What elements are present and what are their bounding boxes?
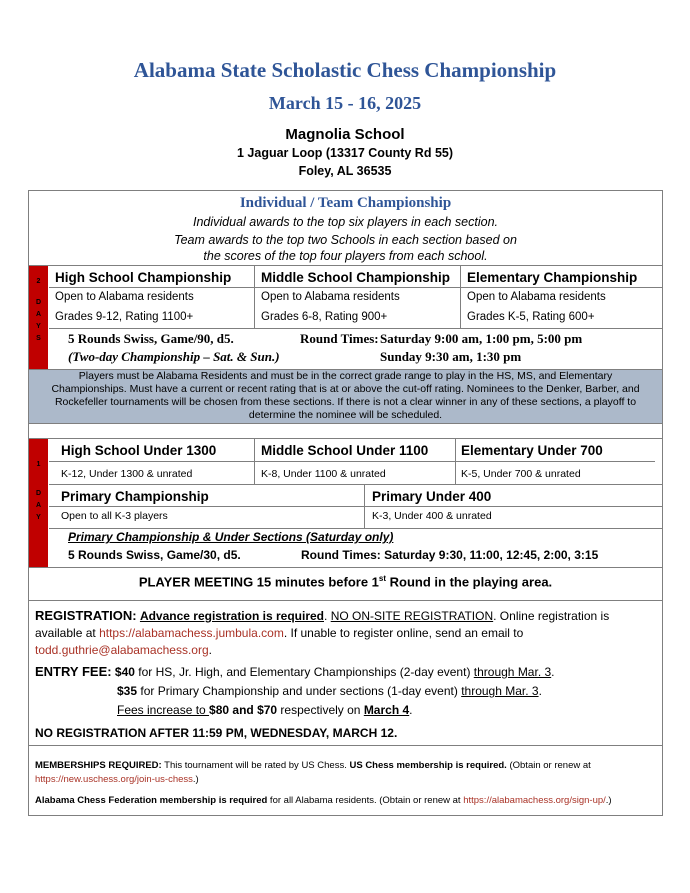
section-hs-championship: High School Championship [55, 270, 232, 285]
page-title: Alabama State Scholastic Chess Championship [133, 58, 557, 82]
registration-deadline: NO REGISTRATION AFTER 11:59 PM, WEDNESDAY, MARCH 12. [35, 726, 398, 740]
venue-address-line2: Foley, AL 36535 [298, 164, 392, 178]
primary-u400-detail: K-3, Under 400 & unrated [372, 510, 492, 522]
registration-paragraph: REGISTRATION: Advance registration is required. NO ON-SITE REGISTRATION. Online registration is available at https://alabamachess.jumbula.com. If unable to register online, send an email to todd.guthrie@alabamachess.org. [35, 608, 610, 657]
acf-link[interactable]: https://alabamachess.org/sign-up/ [463, 795, 606, 806]
venue-address-line1: 1 Jaguar Loop (13317 County Rd 55) [236, 146, 454, 160]
one-day-format: 5 Rounds Swiss, Game/30, d5. [68, 548, 241, 562]
ms-eligibility: Open to Alabama residents [261, 291, 400, 303]
hs-grades: Grades 9-12, Rating 1100+ [55, 311, 194, 323]
hs-eligibility: Open to Alabama residents [55, 291, 194, 303]
player-meeting: PLAYER MEETING 15 minutes before 1st Round in the playing area. [138, 574, 553, 590]
two-day-round-times-sat: Saturday 9:00 am, 1:00 pm, 5:00 pm [380, 331, 583, 346]
section-elem-championship: Elementary Championship [467, 270, 638, 285]
two-day-label: 2 D A Y S [29, 266, 48, 369]
elem-eligibility: Open to Alabama residents [467, 291, 606, 303]
ms-grades: Grades 6-8, Rating 900+ [261, 311, 388, 323]
section-primary-championship: Primary Championship [61, 489, 209, 504]
registration-link[interactable]: https://alabamachess.jumbula.com [99, 626, 284, 640]
hs-u1300-detail: K-12, Under 1300 & unrated [61, 468, 193, 480]
section-elem-u700: Elementary Under 700 [461, 443, 603, 458]
primary-championship-detail: Open to all K-3 players [61, 510, 168, 522]
individual-team-heading: Individual / Team Championship [239, 195, 452, 211]
uschess-link[interactable]: https://new.uschess.org/join-us-chess [35, 774, 193, 785]
acf-membership: Alabama Chess Federation membership is required for all Alabama residents. (Obtain or renew at https://alabamachess.org/sign-up/.) [35, 795, 612, 806]
one-day-round-times: Round Times: Saturday 9:30, 11:00, 12:45, 2:00, 3:15 [301, 548, 599, 562]
event-dates: March 15 - 16, 2025 [268, 93, 422, 113]
entry-fee-line3: Fees increase to $80 and $70 respectively on March 4. [117, 703, 413, 717]
section-hs-u1300: High School Under 1300 [61, 443, 217, 458]
two-day-round-times-label: Round Times: [300, 331, 379, 346]
elem-grades: Grades K-5, Rating 600+ [467, 311, 595, 323]
section-ms-championship: Middle School Championship [261, 270, 450, 285]
two-day-format: 5 Rounds Swiss, Game/90, d5. [68, 331, 234, 346]
entry-fee-line2: $35 for Primary Championship and under sections (1-day event) through Mar. 3. [117, 684, 542, 698]
elem-u700-detail: K-5, Under 700 & unrated [461, 468, 581, 480]
section-ms-u1100: Middle School Under 1100 [261, 443, 429, 458]
eligibility-notice: Players must be Alabama Residents and must be in the correct grade range to play in the HS, MS, and Elementary Championships. Must have a current or recent rating that is at or above the cut-off rating. Nominees to the Denker, Barber, and Rockefeller tournaments will be chosen from these sections. If there is not a clear winner in any of these sections, a playoff to determine the nominee will be scheduled. [29, 369, 662, 423]
two-day-round-times-sun: Sunday 9:30 am, 1:30 pm [380, 349, 522, 364]
memberships-paragraph: MEMBERSHIPS REQUIRED: This tournament will be rated by US Chess. US Chess membership is required. (Obtain or renew at https://new.uschess.org/join-us-chess.) [35, 760, 591, 785]
registration-email-link[interactable]: todd.guthrie@alabamachess.org [35, 643, 209, 657]
ms-u1100-detail: K-8, Under 1100 & unrated [261, 468, 386, 480]
venue-name: Magnolia School [285, 126, 405, 143]
team-awards-line-2: the scores of the top four players from each school. [203, 249, 488, 263]
team-awards-line: Team awards to the top two Schools in each section based on [174, 233, 517, 247]
individual-awards-line: Individual awards to the top six players in each section. [192, 215, 499, 229]
one-day-label: 1 D A Y [29, 439, 48, 567]
entry-fee-line1: ENTRY FEE: $40 for HS, Jr. High, and Elementary Championships (2-day event) through Mar. 3. [35, 664, 555, 679]
primary-note: Primary Championship & Under Sections (Saturday only) [68, 530, 394, 544]
section-primary-u400: Primary Under 400 [372, 489, 492, 504]
two-day-note: (Two-day Championship – Sat. & Sun.) [68, 349, 280, 364]
